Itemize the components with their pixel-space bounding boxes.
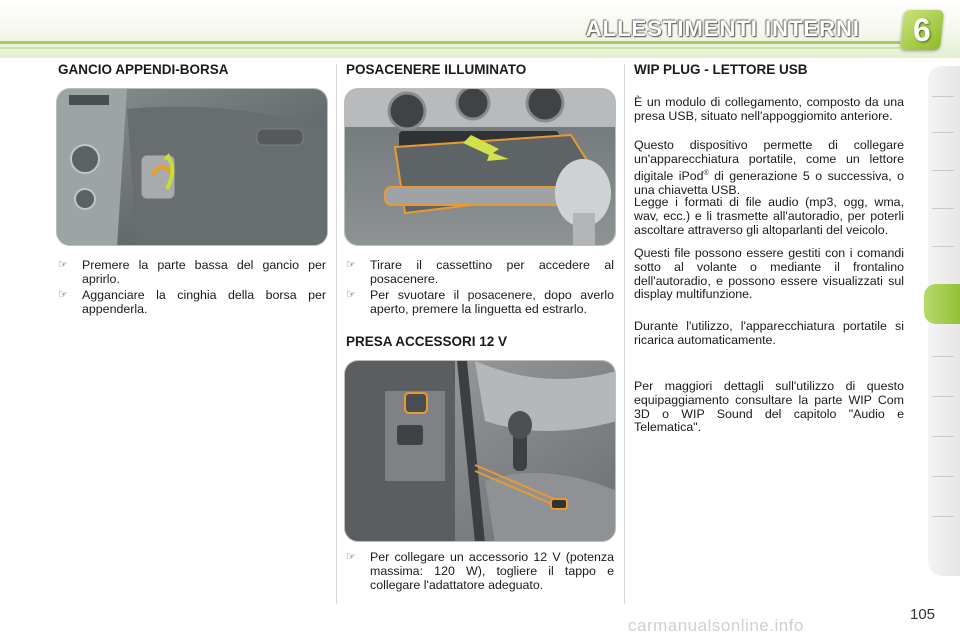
bullet-text: Per svuotare il posacenere, dopo averlo aperto, premere la linguetta ed estrarlo. bbox=[370, 288, 614, 316]
paragraph-text: di generazione 5 o successiva, o una chiavetta USB. bbox=[634, 168, 904, 197]
socket-photo bbox=[344, 360, 616, 542]
column-separator bbox=[336, 64, 337, 604]
paragraph: Durante l'utilizzo, l'apparecchiatura portatile si ricarica automaticamente. bbox=[634, 319, 904, 347]
paragraph: È un modulo di collegamento, composto da una presa USB, situato nell'appoggiomito anteriore. bbox=[634, 95, 904, 123]
paragraph: Questi file possono essere gestiti con i comandi sotto al volante o mediante il frontalino dell'autoradio, e possono essere visualizzati sul display multifunzione. bbox=[634, 246, 904, 302]
page-number: 105 bbox=[910, 606, 936, 623]
tab-divider bbox=[932, 396, 954, 397]
bullet-hand-icon: ☞ bbox=[58, 259, 68, 271]
tab-divider bbox=[932, 356, 954, 357]
bullet-text: Tirare il cassettino per accedere al posacenere. bbox=[370, 258, 614, 286]
header-stripe-thin bbox=[0, 47, 900, 49]
bullet-hand-icon: ☞ bbox=[346, 289, 356, 301]
chapter-number: 6 bbox=[913, 12, 931, 48]
paragraph-text: Questo dispositivo permette di collegare un'apparecchiatura portatile, come un lettore digitale iPod bbox=[634, 138, 904, 183]
bullet-item bbox=[346, 550, 614, 592]
tab-divider bbox=[932, 246, 954, 247]
registered-mark: ® bbox=[703, 169, 709, 177]
tab-divider bbox=[932, 132, 954, 133]
heading-ashtray: POSACENERE ILLUMINATO bbox=[346, 62, 527, 77]
bullet-hand-icon: ☞ bbox=[58, 289, 68, 301]
bullet-text: Premere la parte bassa del gancio per aprirlo. bbox=[82, 258, 326, 286]
tab-divider bbox=[932, 96, 954, 97]
tab-divider bbox=[932, 516, 954, 517]
paragraph: Legge i formati di file audio (mp3, ogg, wma, wav, ecc.) e li trasmette all'autoradio, per poterli ascoltare attraverso gli altoparlanti del veicolo. bbox=[634, 195, 904, 237]
bullet-item bbox=[58, 288, 326, 316]
tab-divider bbox=[932, 170, 954, 171]
bullet-hand-icon: ☞ bbox=[346, 259, 356, 271]
bag-hook-photo bbox=[56, 88, 328, 246]
chapter-badge bbox=[900, 10, 944, 50]
bullet-item bbox=[346, 258, 614, 286]
bullet-text: Per collegare un accessorio 12 V (potenza massima: 120 W), togliere il tappo e collegare l'adattatore adeguato. bbox=[370, 550, 614, 592]
tab-divider bbox=[932, 436, 954, 437]
tab-divider bbox=[932, 208, 954, 209]
heading-12v-socket: PRESA ACCESSORI 12 V bbox=[346, 334, 508, 349]
bullet-text: Agganciare la cinghia della borsa per appenderla. bbox=[82, 288, 326, 316]
page-title: ALLESTIMENTI INTERNI bbox=[585, 16, 860, 41]
bullet-item bbox=[58, 258, 326, 286]
paragraph bbox=[634, 139, 904, 197]
bullet-hand-icon: ☞ bbox=[346, 551, 356, 563]
column-separator bbox=[624, 64, 625, 604]
ashtray-photo bbox=[344, 88, 616, 246]
chapter-tab-active[interactable] bbox=[924, 284, 960, 324]
bullet-item bbox=[346, 288, 614, 316]
heading-wip-plug: WIP PLUG - LETTORE USB bbox=[634, 62, 808, 77]
paragraph: Per maggiori dettagli sull'utilizzo di questo equipaggiamento consultare la parte WIP Com 3D o WIP Sound del capitolo "Audio e Telematica". bbox=[634, 379, 904, 435]
tab-divider bbox=[932, 476, 954, 477]
heading-bag-hook: GANCIO APPENDI-BORSA bbox=[58, 62, 229, 77]
watermark: carmanualsonline.info bbox=[628, 616, 804, 635]
